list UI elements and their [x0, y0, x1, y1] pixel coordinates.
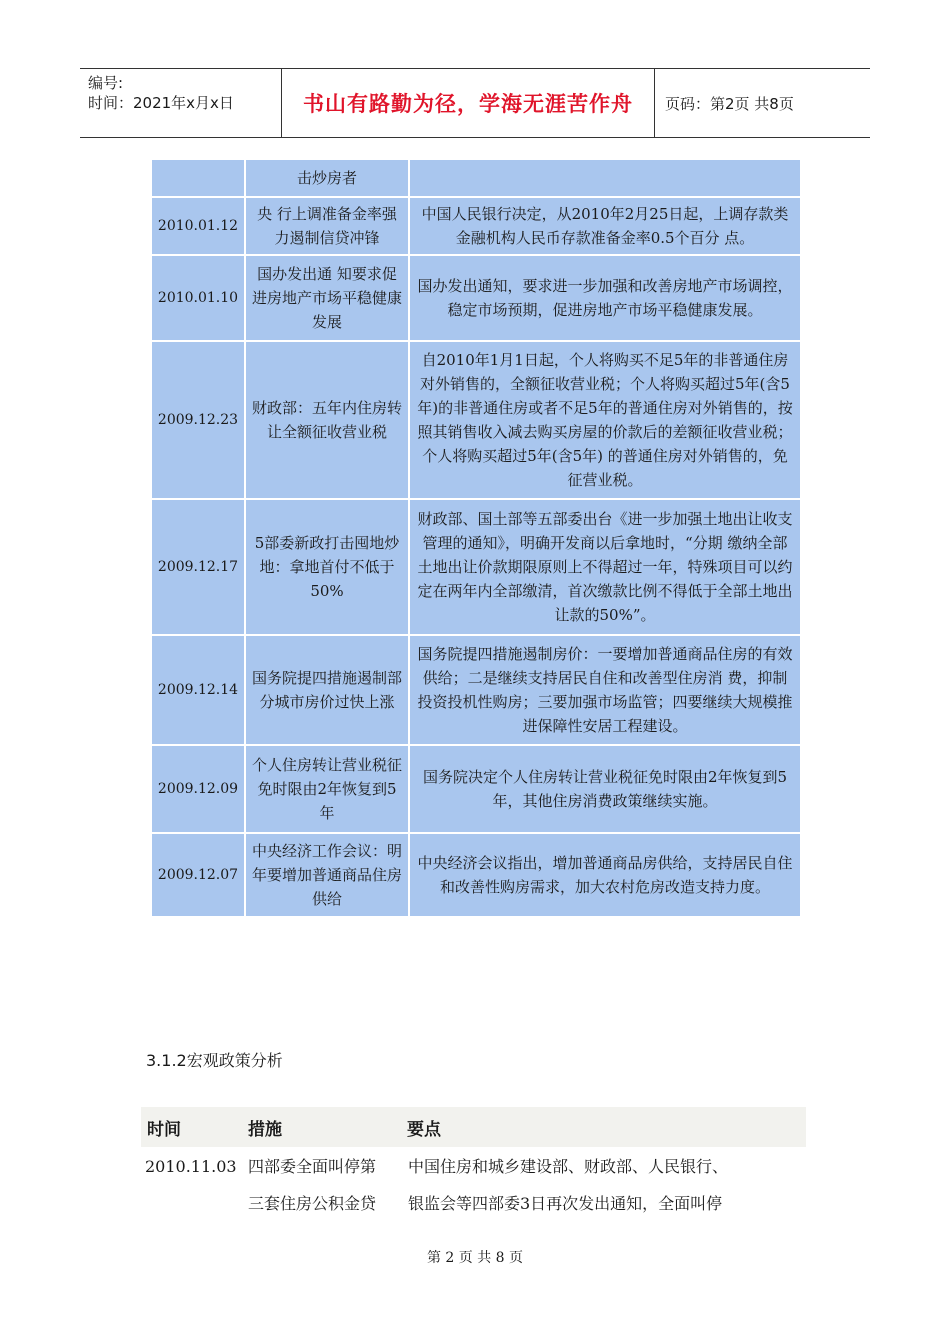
policy-measure: 财政部：五年内住房转让全额征收营业税	[245, 341, 409, 499]
policy-measure: 个人住房转让营业税征免时限由2年恢复到5年	[245, 745, 409, 833]
policy-measure: 5部委新政打击囤地炒地：拿地首付不低于50%	[245, 499, 409, 635]
policy-date: 2009.12.17	[151, 499, 245, 635]
column-header-time: 时间	[147, 1120, 181, 1140]
policy-detail: 自2010年1月1日起，个人将购买不足5年的非普通住房对外销售的，全额征收营业税；个人将购买超过5年(含5年)的非普通住房或者不足5年的普通住房对外销售的，按照其销售收入减去购买房屋的价款后的差额征收营业税；个人将购买超过5年(含5年) 的普通住房对外销售的，免征营业税。	[409, 341, 801, 499]
number-label: 编号:	[88, 74, 124, 92]
policy-detail: 国办发出通知，要求进一步加强和改善房地产市场调控，稳定市场预期，促进房地产市场平稳健康发展。	[409, 255, 801, 341]
policy-date: 2010.01.10	[151, 255, 245, 341]
policy-date: 2009.12.07	[151, 833, 245, 917]
policy-detail: 中国人民银行决定，从2010年2月25日起，上调存款类金融机构人民币存款准备金率0.5个百分 点。	[409, 197, 801, 255]
policy-row	[151, 499, 801, 635]
policy-date: 2009.12.09	[151, 745, 245, 833]
header-page-info: 页码：第2页 共8页	[665, 94, 794, 113]
policy-measure: 央 行上调准备金率强力遏制信贷冲锋	[245, 197, 409, 255]
policy-date: 2010.01.12	[151, 197, 245, 255]
policy-date: 2009.12.23	[151, 341, 245, 499]
analysis-row-detail-line2: 银监会等四部委3日再次发出通知，全面叫停	[408, 1194, 723, 1213]
header-motto: 书山有路勤为径，学海无涯苦作舟	[282, 69, 655, 137]
policy-row	[151, 159, 801, 197]
policy-measure: 击炒房者	[245, 159, 409, 197]
policy-date: 2009.12.14	[151, 635, 245, 745]
policy-table	[150, 158, 802, 918]
analysis-row-measure-line2: 三套住房公积金贷	[248, 1194, 377, 1213]
analysis-row-measure-line1: 四部委全面叫停第	[248, 1157, 377, 1176]
policy-measure: 国务院提四措施遏制部分城市房价过快上涨	[245, 635, 409, 745]
policy-row	[151, 635, 801, 745]
policy-detail	[409, 159, 801, 197]
policy-measure: 中央经济工作会议：明年要增加普通商品住房供给	[245, 833, 409, 917]
policy-measure: 国办发出通 知要求促进房地产市场平稳健康发展	[245, 255, 409, 341]
time-label: 时间：2021年x月x日	[88, 94, 234, 112]
policy-detail: 财政部、国土部等五部委出台《进一步加强土地出让收支管理的通知》，明确开发商以后拿地时，“分期 缴纳全部土地出让价款期限原则上不得超过一年，特殊项目可以约定在两年内全部缴清，首次缴款比例不得低于全部土地出让款的50%”。	[409, 499, 801, 635]
section-title: 3.1.2宏观政策分析	[146, 1051, 283, 1070]
policy-date	[151, 159, 245, 197]
analysis-table-header	[141, 1107, 806, 1147]
policy-row	[151, 833, 801, 917]
policy-detail: 国务院决定个人住房转让营业税征免时限由2年恢复到5年，其他住房消费政策继续实施。	[409, 745, 801, 833]
page-header	[80, 68, 870, 138]
policy-row	[151, 255, 801, 341]
column-header-measure: 措施	[248, 1120, 282, 1140]
analysis-row-detail-line1: 中国住房和城乡建设部、财政部、人民银行、	[408, 1157, 729, 1176]
header-meta	[80, 69, 282, 137]
policy-detail: 中央经济会议指出，增加普通商品房供给，支持居民自住和改善性购房需求，加大农村危房改造支持力度。	[409, 833, 801, 917]
policy-row	[151, 341, 801, 499]
policy-row	[151, 745, 801, 833]
column-header-points: 要点	[407, 1120, 441, 1140]
policy-row	[151, 197, 801, 255]
analysis-row-date: 2010.11.03	[145, 1157, 237, 1176]
policy-detail: 国务院提四措施遏制房价：一要增加普通商品住房的有效供给；二是继续支持居民自住和改善型住房消 费，抑制投资投机性购房；三要加强市场监管；四要继续大规模推进保障性安居工程建设。	[409, 635, 801, 745]
page-footer: 第 2 页 共 8 页	[426, 1250, 524, 1266]
